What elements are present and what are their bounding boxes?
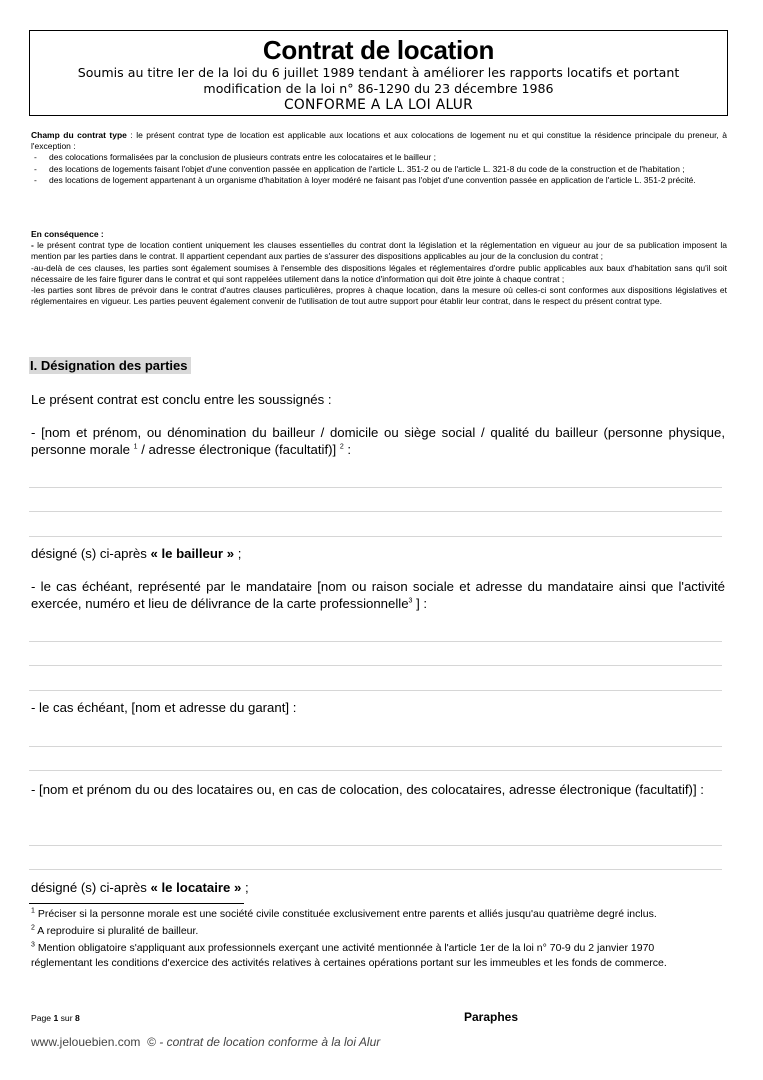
document-title: Contrat de location <box>262 35 495 65</box>
fill-line <box>29 511 722 512</box>
footer-url: www.jelouebien.com © - contrat de location conforme à la loi Alur <box>31 1035 381 1049</box>
champ-exception-1: - des colocations formalisées par la conclusion de plusieurs contrats entre les colocataires et le bailleur ; <box>34 152 436 163</box>
champ-text: : le présent contrat type de location est applicable aux locations et aux colocations de logement nu et qui constitue la résidence principale du preneur, à l'exception : <box>31 130 727 152</box>
fill-line <box>29 869 722 870</box>
footnote-2: $^2$ A reproduire si pluralité de bailleur. <box>31 924 199 937</box>
fill-line <box>29 665 722 666</box>
fill-line <box>29 770 722 771</box>
designe-bailleur: désigné (s) ci-après « le bailleur » ; <box>31 546 242 561</box>
fill-line <box>29 487 722 488</box>
consequence-section <box>31 229 727 307</box>
footnote-3: $^3$ Mention obligatoire s'appliquant aux professionnels exerçant une activité mentionnée à l'article 1er de la loi n° 70-9 du 2 janvier 1970 réglementant les conditions d'exercice des activités relatives à certaines opérations portant sur les immeubles et les fonds de commerce. <box>31 941 667 969</box>
paraphes-label: Paraphes <box>464 1010 519 1024</box>
mandataire-field-label: - le cas échéant, représenté par le mandataire [nom ou raison sociale et adresse du mandataire ainsi que l'activité exercée, numéro et lieu de délivrance de la carte professionnelle$^3$ ] : <box>31 579 725 611</box>
subtitle-line-1: Soumis au titre Ier de la loi du 6 juillet 1989 tendant à améliorer les rapports locatifs et portant <box>77 65 680 80</box>
intro-text: Le présent contrat est conclu entre les soussignés : <box>31 392 332 407</box>
locataires-field-label: - [nom et prénom du ou des locataires ou, en cas de colocation, des colocataires, adresse électronique (facultatif)] : <box>31 782 704 797</box>
consequence-paragraph-3: -les parties sont libres de prévoir dans le contrat d'autres clauses particulières, propres à chaque location, dans la mesure où celles-ci sont conformes aux dispositions législatives et réglementaires en vigueur. Les parties peuvent également convenir de l'utilisation de tout autre support pour établir leur contrat, dans le respect du présent contrat type. <box>31 285 727 307</box>
footnote-separator <box>29 903 244 904</box>
site-link[interactable]: www.jelouebien.com <box>31 1035 141 1049</box>
champ-exception-2: - des locations de logements faisant l'objet d'une convention passée en application de l'article L. 351-2 ou de l'article L. 321-8 du code de la construction et de l'habitation ; <box>34 163 685 174</box>
subtitle-line-2: modification de la loi n° 86-1290 du 23 décembre 1986 <box>203 81 554 96</box>
section-heading-designation: I. Désignation des parties <box>29 357 191 374</box>
consequence-paragraph-1: - le présent contrat type de location contient uniquement les clauses essentielles du contrat dont la législation et la réglementation en vigueur au jour de sa publication imposent la mention par les parties dans le contrat. Il appartient cependant aux parties de s'assurer des dispositions applicables au jour de la conclusion du contrat ; <box>31 240 727 262</box>
footnotes <box>31 907 691 971</box>
garant-field-label: - le cas échéant, [nom et adresse du garant] : <box>31 700 297 715</box>
champ-label: Champ du contrat type <box>31 130 127 140</box>
champ-exception-3: - des locations de logement appartenant à un organisme d'habitation à loyer modéré ne faisant pas l'objet d'une convention passée en application de l'article L. 351-2 précité. <box>34 174 696 185</box>
conforme-alur: CONFORME A LA LOI ALUR <box>283 97 474 113</box>
consequence-paragraph-2: -au-delà de ces clauses, les parties sont également soumises à l'ensemble des dispositions légales et réglementaires d'ordre public applicables aux baux d'habitation sans qu'il soit nécessaire de les faire figurer dans le contrat et qui sont rappelées utilement dans la notice d'information qui doit être jointe à chaque contrat ; <box>31 262 727 284</box>
fill-line <box>29 845 722 846</box>
fill-line <box>29 536 722 537</box>
fill-line <box>29 690 722 691</box>
bailleur-field-label: - [nom et prénom, ou dénomination du bailleur / domicile ou siège social / qualité du bailleur (personne physique, personne morale $^1$ / adresse électronique (facultatif)] $^2$ : <box>31 425 725 457</box>
footnote-1: $^1$ Préciser si la personne morale est une société civile constituée exclusivement entre parents et alliés jusqu'au quatrième degré inclus. <box>31 907 657 920</box>
title-box <box>29 30 728 116</box>
champ-section <box>31 130 727 186</box>
fill-line <box>29 641 722 642</box>
fill-line <box>29 746 722 747</box>
designe-locataire: désigné (s) ci-après « le locataire » ; <box>31 880 249 895</box>
page-number: Page 1 sur 8 <box>31 1013 80 1023</box>
champ-paragraph <box>31 130 727 152</box>
consequence-label: En conséquence : <box>31 229 104 239</box>
